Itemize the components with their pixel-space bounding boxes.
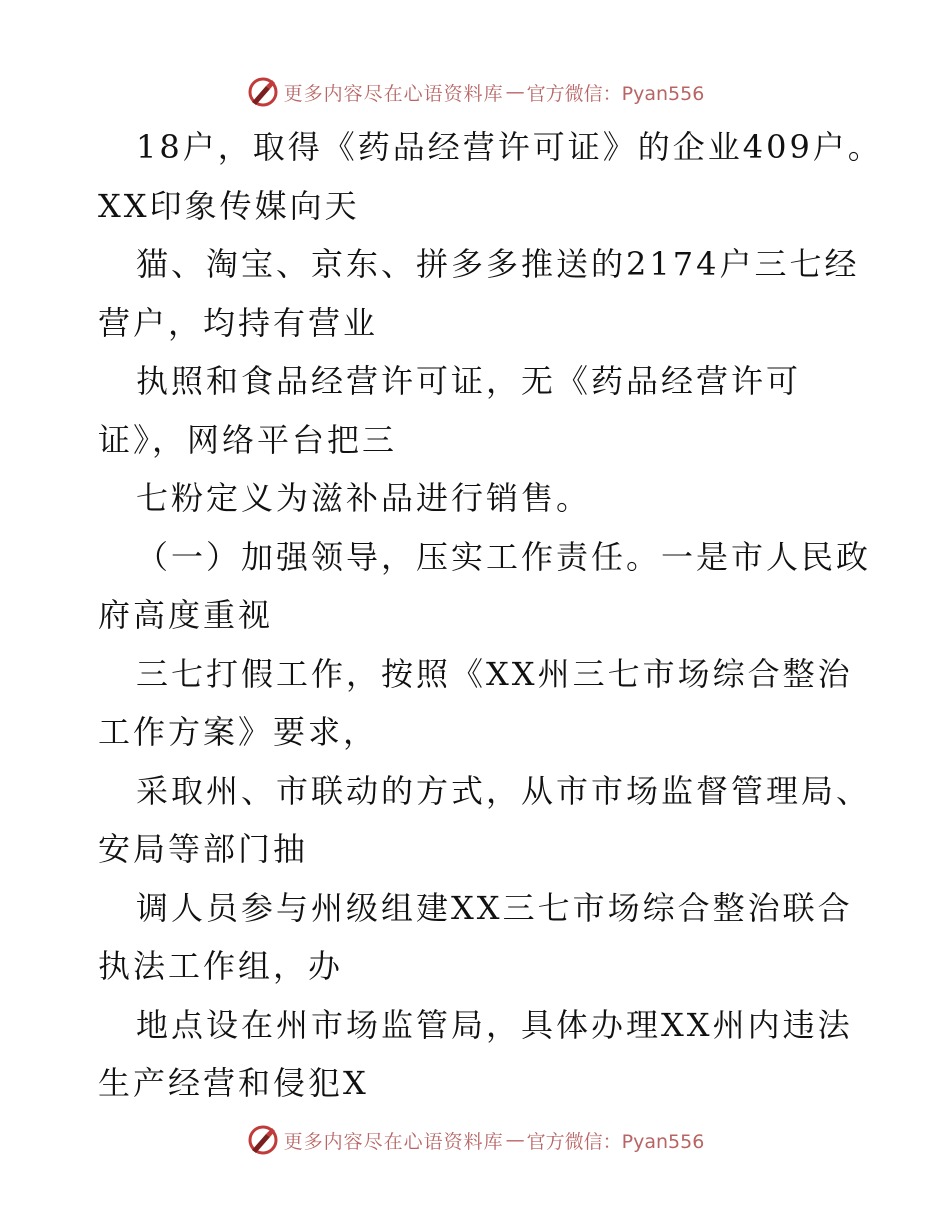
text-line: 地点设在州市场监管局，具体办理XX州内违法 bbox=[136, 1005, 853, 1044]
text-line: 营户，均持有营业 bbox=[98, 303, 379, 342]
text-line: 证》，网络平台把三 bbox=[98, 420, 398, 459]
watermark-suffix: 官方微信：Pyan556 bbox=[526, 82, 705, 105]
text-line: 18户，取得《药品经营许可证》的企业409户。 bbox=[136, 128, 883, 166]
text-line: 三七打假工作，按照《XX州三七市场综合整治 bbox=[136, 654, 853, 693]
text-line: 调人员参与州级组建XX三七市场综合整治联合 bbox=[136, 888, 853, 927]
text-line: 猫、淘宝、京东、拼多多推送的2174户三七经 bbox=[136, 245, 860, 283]
footer-watermark bbox=[0, 1120, 950, 1160]
text-line: 生产经营和侵犯X bbox=[98, 1064, 369, 1102]
text-line: 府高度重视 bbox=[98, 596, 274, 634]
watermark-main-text: 更多内容尽在心语资料库 bbox=[283, 82, 504, 105]
text-line: 七粉定义为滋补品进行销售。 bbox=[136, 479, 592, 517]
text-line: XX印象传媒向天 bbox=[98, 186, 360, 225]
pen-logo-icon bbox=[246, 75, 280, 109]
text-line: 工作方案》要求， bbox=[98, 713, 379, 751]
watermark-separator: — bbox=[505, 81, 525, 103]
text-line: 执法工作组，办 bbox=[98, 947, 344, 985]
watermark-separator: — bbox=[505, 1129, 525, 1151]
watermark-main-text: 更多内容尽在心语资料库 bbox=[283, 1130, 504, 1153]
pen-logo-icon bbox=[246, 1123, 280, 1157]
watermark-suffix: 官方微信：Pyan556 bbox=[526, 1130, 705, 1153]
text-line: 执照和食品经营许可证，无《药品经营许可 bbox=[136, 362, 802, 400]
text-line: 安局等部门抽 bbox=[98, 830, 309, 868]
text-line: （一）加强领导，压实工作责任。一是市人民政 bbox=[136, 537, 872, 576]
header-watermark bbox=[0, 72, 950, 112]
document-body bbox=[98, 118, 883, 1113]
text-line: 采取州、市联动的方式，从市市场监督管理局、 bbox=[136, 771, 872, 810]
